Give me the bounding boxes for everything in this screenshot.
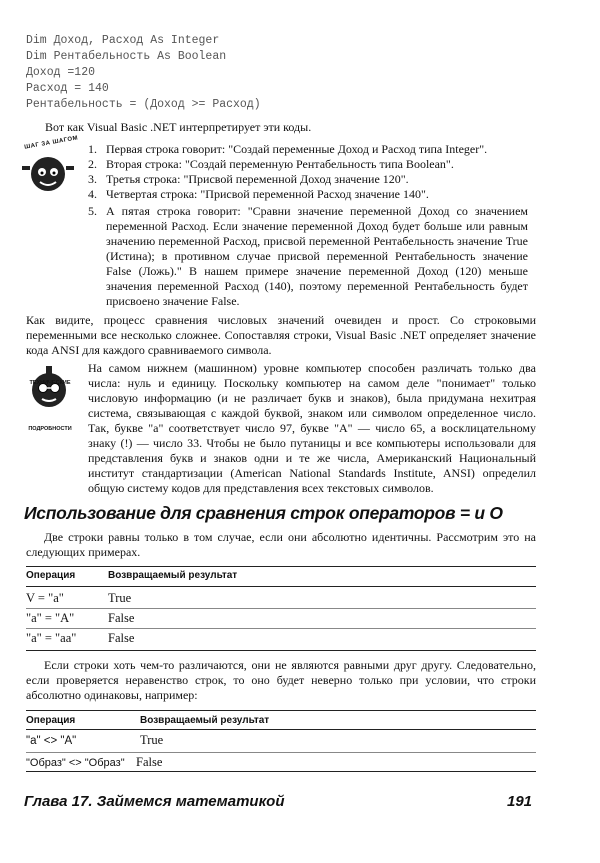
step-text: Вторая строка: "Создай переменную Рентабельность типа Boolean". xyxy=(106,157,454,171)
table-rule xyxy=(26,628,536,629)
table-cell-operation: V = "a" xyxy=(26,591,64,605)
table-header-result: Возвращаемый результат xyxy=(140,715,270,726)
step-text: А пятая строка говорит: "Сравни значение переменной Доход со значением переменной Расход. Если значение переменной Доход будет больше или равным значению переменной Расход, присвой переменной Рентабельность значение True (Истина); в противном случае присвой переменной Рентабельность значение False (Ложь)." В нашем примере значение переменной Доход (120) меньше значения переменной Расход (140), поэтому переменной Рентабельность будет присвоено значение False. xyxy=(106,204,528,308)
table-rule xyxy=(26,650,536,651)
table-rule xyxy=(26,729,536,730)
table-cell-operation: "a" <> "A" xyxy=(26,735,77,747)
step-number: 3. xyxy=(88,172,97,186)
table-cell-operation: "Образ" <> "Образ" xyxy=(26,757,125,769)
paragraph: Если строки хоть чем-то различаются, они не являются равными друг другу. Следовательно, если проверяется неравенство строк, то оно будет неверно только при условии, что строки абсолютно одинаковы, например: xyxy=(26,658,536,702)
step-by-step-label: ШАГ ЗА ШАГОМ xyxy=(23,135,79,151)
intro-text: Вот как Visual Basic .NET интерпретирует эти коды. xyxy=(45,120,312,134)
list-item xyxy=(88,187,528,202)
table-cell-operation: "a" = "aa" xyxy=(26,631,77,645)
table-rule xyxy=(26,752,536,753)
table-cell-result: True xyxy=(140,733,164,747)
technical-details-label: ТЕХНИЧЕСКИЕ ПОДРОБНОСТИ xyxy=(28,380,72,432)
table-cell-result: True xyxy=(108,591,132,605)
table-cell-result: False xyxy=(136,755,163,769)
code-line: Dim Доход, Расход As Integer xyxy=(26,34,220,47)
footer-page-number: 191 xyxy=(507,793,533,810)
table-cell-result: False xyxy=(108,631,135,645)
section-title: Использование для сравнения строк операторов = и О xyxy=(24,503,503,523)
table-header-result: Возвращаемый результат xyxy=(108,570,238,581)
table-rule xyxy=(26,710,536,711)
table-rule xyxy=(26,586,536,587)
step-text: Третья строка: "Присвой переменной Доход значение 120". xyxy=(106,172,409,186)
step-text: Четвертая строка: "Присвой переменной Расход значение 140". xyxy=(106,187,429,201)
step-number: 1. xyxy=(88,142,97,156)
section-intro: Две строки равны только в том случае, если они абсолютно идентичны. Рассмотрим это на следующих примерах. xyxy=(26,530,536,559)
table-header-operation: Операция xyxy=(26,715,76,726)
code-line: Доход =120 xyxy=(26,66,96,79)
steps-list xyxy=(88,142,528,309)
step-number: 4. xyxy=(88,187,97,201)
step-number: 5. xyxy=(88,204,97,218)
table-rule xyxy=(26,566,536,567)
step-text: Первая строка говорит: "Создай переменные Доход и Расход типа Integer". xyxy=(106,142,488,156)
tech-note: На самом нижнем (машинном) уровне компьютер способен различать только два числа: нуль и единицу. Поскольку компьютер на самом деле "понимает" только числовую информацию (и не различает букв и знаков), была придумана нехитрая система, связывающая с каждой буквой, знаком или символом определенное число. Так, букве "a" соответствует число 97, букве "A" — число 65, а восклицательному знаку (!) — число 33. Чтобы не было путаницы и все компьютеры использовали для представления букв и знаков одни и те же числа, Американский Национальный институт стандартизации (American National Standards Institute, ANSI) определил общую систему кодов для представления всех текстовых символов. xyxy=(88,361,536,495)
list-item xyxy=(88,157,528,172)
table-rule xyxy=(26,771,536,772)
table-cell-result: False xyxy=(108,611,135,625)
table-header-operation: Операция xyxy=(26,570,76,581)
code-line: Рентабельность = (Доход >= Расход) xyxy=(26,98,261,111)
code-listing xyxy=(26,33,261,113)
list-item xyxy=(88,172,528,187)
paragraph: Как видите, процесс сравнения числовых значений очевиден и прост. Со строковыми переменными все несколько сложнее. Сопоставляя строки, Visual Basic .NET определяет значение кода ANSI для каждого сравниваемого символа. xyxy=(26,313,536,357)
code-line: Расход = 140 xyxy=(26,82,109,95)
step-number: 2. xyxy=(88,157,97,171)
code-line: Dim Рентабельность As Boolean xyxy=(26,50,227,63)
footer-chapter: Глава 17. Займемся математикой xyxy=(24,793,285,810)
list-item xyxy=(88,142,528,157)
table-cell-operation: "a" = "A" xyxy=(26,611,75,625)
list-item xyxy=(88,204,528,309)
table-rule xyxy=(26,608,536,609)
